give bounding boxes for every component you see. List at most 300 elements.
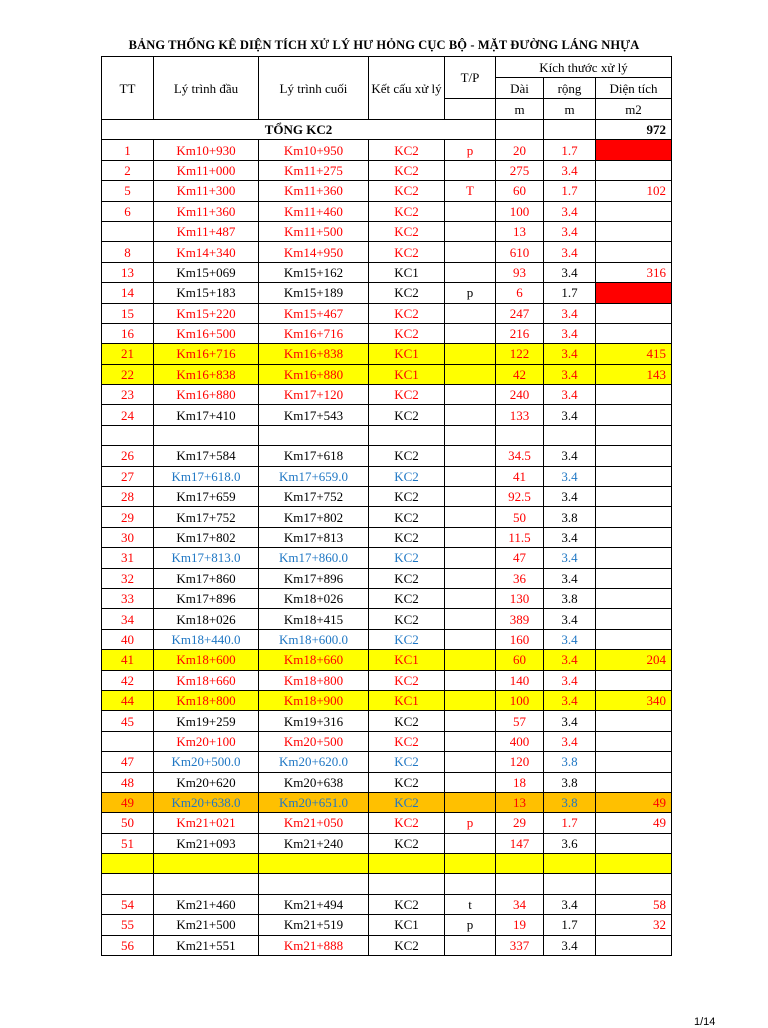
cell-length: 36: [496, 568, 544, 588]
table-row: [102, 527, 672, 547]
cell-end: Km16+716: [259, 323, 369, 343]
cell-structure: KC2: [369, 466, 445, 486]
cell-tp: [445, 303, 496, 323]
cell-tt: 49: [102, 792, 154, 812]
cell-tp: p: [445, 813, 496, 833]
cell-area: [596, 507, 672, 527]
cell-tt: 27: [102, 466, 154, 486]
cell-area: [596, 303, 672, 323]
cell-start: [154, 425, 259, 445]
cell-length: 389: [496, 609, 544, 629]
header-structure: [369, 57, 445, 120]
table-row: [102, 833, 672, 853]
cell-width: 3.4: [544, 935, 596, 955]
cell-length: 610: [496, 242, 544, 262]
cell-structure: KC1: [369, 650, 445, 670]
cell-width: 3.4: [544, 650, 596, 670]
cell-end: Km17+813: [259, 527, 369, 547]
table-row: [102, 813, 672, 833]
cell-tp: [445, 690, 496, 710]
cell-tp: T: [445, 181, 496, 201]
cell-start: Km17+802: [154, 527, 259, 547]
cell-tp: [445, 629, 496, 649]
cell-structure: KC1: [369, 690, 445, 710]
cell-start: Km18+440.0: [154, 629, 259, 649]
cell-end: Km20+651.0: [259, 792, 369, 812]
cell-end: [259, 874, 369, 894]
cell-start: Km17+618.0: [154, 466, 259, 486]
cell-start: Km20+500.0: [154, 752, 259, 772]
cell-tp: p: [445, 140, 496, 160]
cell-width: 3.4: [544, 303, 596, 323]
cell-end: Km21+888: [259, 935, 369, 955]
cell-tp: [445, 792, 496, 812]
cell-width: 1.7: [544, 181, 596, 201]
header-unit-width: m: [544, 99, 596, 120]
cell-start: Km17+752: [154, 507, 259, 527]
cell-structure: KC2: [369, 283, 445, 303]
cell-length: 120: [496, 752, 544, 772]
cell-area: [596, 874, 672, 894]
cell-width: [544, 854, 596, 874]
cell-tp: [445, 364, 496, 384]
cell-width: 3.4: [544, 487, 596, 507]
cell-tt: 1: [102, 140, 154, 160]
cell-start: Km18+660: [154, 670, 259, 690]
cell-tt: 21: [102, 344, 154, 364]
cell-structure: [369, 425, 445, 445]
cell-width: 3.4: [544, 527, 596, 547]
cell-structure: KC2: [369, 181, 445, 201]
cell-tt: [102, 731, 154, 751]
cell-tt: 23: [102, 385, 154, 405]
cell-width: 1.7: [544, 283, 596, 303]
cell-end: [259, 854, 369, 874]
cell-start: Km17+813.0: [154, 548, 259, 568]
table-row: [102, 466, 672, 486]
cell-end: Km11+460: [259, 201, 369, 221]
cell-tp: p: [445, 915, 496, 935]
cell-area: [596, 752, 672, 772]
cell-tp: [445, 935, 496, 955]
table-row: [102, 242, 672, 262]
cell-structure: KC2: [369, 813, 445, 833]
table-row: [102, 690, 672, 710]
cell-tt: 16: [102, 323, 154, 343]
cell-end: Km17+120: [259, 385, 369, 405]
cell-tt: 8: [102, 242, 154, 262]
cell-length: 60: [496, 650, 544, 670]
cell-length: [496, 425, 544, 445]
cell-area: [596, 629, 672, 649]
cell-tp: [445, 242, 496, 262]
cell-start: Km17+659: [154, 487, 259, 507]
cell-end: Km15+467: [259, 303, 369, 323]
cell-tt: [102, 221, 154, 241]
cell-tt: 45: [102, 711, 154, 731]
cell-length: 41: [496, 466, 544, 486]
cell-structure: KC2: [369, 629, 445, 649]
cell-end: [259, 425, 369, 445]
cell-tt: [102, 425, 154, 445]
table-row: [102, 670, 672, 690]
cell-tt: 22: [102, 364, 154, 384]
table-row: [102, 283, 672, 303]
cell-width: 3.4: [544, 242, 596, 262]
cell-tp: [445, 262, 496, 282]
cell-tt: 50: [102, 813, 154, 833]
cell-area: 102: [596, 181, 672, 201]
total-label: TỔNG KC2: [102, 120, 496, 140]
cell-length: 50: [496, 507, 544, 527]
cell-end: Km16+838: [259, 344, 369, 364]
cell-tt: 47: [102, 752, 154, 772]
table-row: [102, 323, 672, 343]
cell-end: Km18+415: [259, 609, 369, 629]
cell-structure: [369, 854, 445, 874]
cell-width: 3.4: [544, 344, 596, 364]
table-row: [102, 221, 672, 241]
table-row: [102, 262, 672, 282]
cell-end: Km17+860.0: [259, 548, 369, 568]
cell-area: [596, 772, 672, 792]
header-row-1: [102, 57, 672, 78]
cell-start: Km21+551: [154, 935, 259, 955]
cell-start: Km21+021: [154, 813, 259, 833]
table-row: [102, 854, 672, 874]
cell-start: Km21+460: [154, 894, 259, 914]
cell-start: Km20+100: [154, 731, 259, 751]
table-row: [102, 181, 672, 201]
cell-end: Km18+900: [259, 690, 369, 710]
cell-start: Km16+838: [154, 364, 259, 384]
cell-structure: KC2: [369, 792, 445, 812]
cell-area: 340: [596, 690, 672, 710]
cell-structure: KC2: [369, 670, 445, 690]
cell-structure: KC2: [369, 568, 445, 588]
cell-tp: p: [445, 283, 496, 303]
cell-width: 1.7: [544, 813, 596, 833]
cell-end: Km14+950: [259, 242, 369, 262]
cell-area: [596, 568, 672, 588]
cell-area: 49: [596, 813, 672, 833]
header-area: Diện tích: [596, 78, 672, 99]
table-row: [102, 364, 672, 384]
table-row: [102, 915, 672, 935]
cell-structure: KC2: [369, 894, 445, 914]
cell-end: Km17+896: [259, 568, 369, 588]
table-row: [102, 160, 672, 180]
cell-structure: KC2: [369, 527, 445, 547]
cell-tp: [445, 650, 496, 670]
cell-width: 3.4: [544, 364, 596, 384]
cell-area: [596, 670, 672, 690]
cell-tt: 2: [102, 160, 154, 180]
cell-tt: 33: [102, 588, 154, 608]
damage-statistics-table: [101, 56, 672, 956]
cell-tt: 14: [102, 283, 154, 303]
cell-width: 3.4: [544, 405, 596, 425]
cell-tt: 26: [102, 446, 154, 466]
cell-start: Km11+300: [154, 181, 259, 201]
cell-tt: 6: [102, 201, 154, 221]
header-tp: T/P: [445, 57, 496, 99]
cell-width: 3.4: [544, 323, 596, 343]
cell-area: [596, 283, 672, 303]
cell-width: 3.4: [544, 629, 596, 649]
cell-start: [154, 874, 259, 894]
cell-width: 3.4: [544, 446, 596, 466]
cell-length: 34: [496, 894, 544, 914]
header-unit-area: m2: [596, 99, 672, 120]
cell-tp: [445, 221, 496, 241]
cell-tp: [445, 527, 496, 547]
cell-start: Km15+069: [154, 262, 259, 282]
cell-length: 100: [496, 201, 544, 221]
cell-tt: 54: [102, 894, 154, 914]
cell-length: [496, 874, 544, 894]
header-length: Dài: [496, 78, 544, 99]
cell-structure: KC1: [369, 364, 445, 384]
cell-tp: [445, 446, 496, 466]
cell-width: 3.8: [544, 588, 596, 608]
cell-tt: 29: [102, 507, 154, 527]
header-start: Lý trình đầu: [154, 57, 259, 120]
cell-width: 3.4: [544, 221, 596, 241]
cell-width: 3.4: [544, 711, 596, 731]
cell-length: 11.5: [496, 527, 544, 547]
cell-width: 3.4: [544, 670, 596, 690]
cell-structure: KC2: [369, 588, 445, 608]
table-row: [102, 385, 672, 405]
cell-start: Km16+880: [154, 385, 259, 405]
cell-tt: 41: [102, 650, 154, 670]
cell-start: Km20+620: [154, 772, 259, 792]
cell-structure: KC2: [369, 752, 445, 772]
cell-end: Km18+660: [259, 650, 369, 670]
total-empty-1: [496, 120, 544, 140]
table-row: [102, 629, 672, 649]
cell-start: Km11+000: [154, 160, 259, 180]
cell-length: 275: [496, 160, 544, 180]
cell-length: 216: [496, 323, 544, 343]
cell-tp: [445, 833, 496, 853]
cell-end: Km17+802: [259, 507, 369, 527]
cell-width: 3.4: [544, 894, 596, 914]
cell-structure: KC2: [369, 221, 445, 241]
cell-area: [596, 405, 672, 425]
cell-start: Km20+638.0: [154, 792, 259, 812]
table-row: [102, 874, 672, 894]
cell-end: Km19+316: [259, 711, 369, 731]
cell-length: 60: [496, 181, 544, 201]
cell-tt: 15: [102, 303, 154, 323]
cell-width: 3.4: [544, 548, 596, 568]
cell-width: [544, 425, 596, 445]
cell-start: Km15+183: [154, 283, 259, 303]
cell-area: 204: [596, 650, 672, 670]
cell-tt: 55: [102, 915, 154, 935]
cell-end: Km21+240: [259, 833, 369, 853]
cell-width: 1.7: [544, 140, 596, 160]
cell-start: Km18+026: [154, 609, 259, 629]
cell-area: 58: [596, 894, 672, 914]
total-value: 972: [596, 120, 672, 140]
cell-structure: KC2: [369, 487, 445, 507]
cell-length: 19: [496, 915, 544, 935]
cell-end: Km15+189: [259, 283, 369, 303]
cell-start: Km15+220: [154, 303, 259, 323]
cell-tp: [445, 405, 496, 425]
cell-tt: 13: [102, 262, 154, 282]
cell-end: Km20+620.0: [259, 752, 369, 772]
table-row: [102, 772, 672, 792]
cell-area: [596, 935, 672, 955]
cell-width: 1.7: [544, 915, 596, 935]
cell-area: 32: [596, 915, 672, 935]
cell-start: Km21+500: [154, 915, 259, 935]
cell-length: 29: [496, 813, 544, 833]
cell-end: Km11+275: [259, 160, 369, 180]
table-row: [102, 588, 672, 608]
cell-tp: [445, 731, 496, 751]
header-width: rộng: [544, 78, 596, 99]
header-unit-length: m: [496, 99, 544, 120]
table-row: [102, 894, 672, 914]
cell-width: 3.4: [544, 201, 596, 221]
cell-tp: [445, 588, 496, 608]
cell-structure: KC2: [369, 323, 445, 343]
cell-length: 133: [496, 405, 544, 425]
cell-start: Km16+716: [154, 344, 259, 364]
cell-structure: KC2: [369, 446, 445, 466]
table-row: [102, 792, 672, 812]
cell-area: [596, 425, 672, 445]
cell-tp: [445, 385, 496, 405]
cell-tt: 24: [102, 405, 154, 425]
cell-start: Km16+500: [154, 323, 259, 343]
cell-tt: 32: [102, 568, 154, 588]
cell-tp: [445, 425, 496, 445]
cell-tt: [102, 874, 154, 894]
cell-length: 147: [496, 833, 544, 853]
cell-end: Km21+519: [259, 915, 369, 935]
cell-length: 130: [496, 588, 544, 608]
cell-structure: [369, 874, 445, 894]
cell-length: 13: [496, 221, 544, 241]
cell-width: 3.8: [544, 507, 596, 527]
cell-structure: KC2: [369, 201, 445, 221]
cell-end: Km21+050: [259, 813, 369, 833]
cell-length: 122: [496, 344, 544, 364]
table-row: [102, 303, 672, 323]
cell-structure: KC2: [369, 385, 445, 405]
cell-structure: KC2: [369, 160, 445, 180]
cell-tp: t: [445, 894, 496, 914]
cell-length: 20: [496, 140, 544, 160]
cell-tp: [445, 772, 496, 792]
cell-tt: 31: [102, 548, 154, 568]
cell-area: [596, 385, 672, 405]
cell-area: [596, 221, 672, 241]
cell-tp: [445, 160, 496, 180]
cell-structure: KC2: [369, 935, 445, 955]
cell-tt: 44: [102, 690, 154, 710]
cell-end: Km17+618: [259, 446, 369, 466]
cell-end: Km15+162: [259, 262, 369, 282]
cell-tp: [445, 466, 496, 486]
cell-area: [596, 588, 672, 608]
cell-length: 337: [496, 935, 544, 955]
cell-start: Km17+896: [154, 588, 259, 608]
cell-end: Km17+752: [259, 487, 369, 507]
table-row: [102, 446, 672, 466]
cell-area: [596, 854, 672, 874]
cell-width: 3.4: [544, 609, 596, 629]
cell-length: 400: [496, 731, 544, 751]
cell-structure: KC2: [369, 731, 445, 751]
cell-width: 3.4: [544, 385, 596, 405]
page-number: 1/14: [694, 1016, 716, 1028]
cell-width: 3.4: [544, 262, 596, 282]
cell-width: 3.8: [544, 772, 596, 792]
cell-end: Km18+800: [259, 670, 369, 690]
table-row: [102, 425, 672, 445]
cell-tp: [445, 752, 496, 772]
cell-structure: KC2: [369, 772, 445, 792]
table-row: [102, 650, 672, 670]
cell-tt: 42: [102, 670, 154, 690]
cell-length: 92.5: [496, 487, 544, 507]
cell-start: Km18+800: [154, 690, 259, 710]
cell-area: [596, 487, 672, 507]
header-tp-unit: [445, 99, 496, 120]
cell-structure: KC2: [369, 303, 445, 323]
cell-tt: 40: [102, 629, 154, 649]
header-dims: Kích thước xử lý: [496, 57, 672, 78]
cell-end: Km16+880: [259, 364, 369, 384]
cell-width: 3.4: [544, 466, 596, 486]
cell-tp: [445, 609, 496, 629]
cell-area: [596, 731, 672, 751]
cell-width: 3.6: [544, 833, 596, 853]
table-row: [102, 405, 672, 425]
cell-area: [596, 201, 672, 221]
cell-tp: [445, 507, 496, 527]
header-end: Lý trình cuối: [259, 57, 369, 120]
cell-width: [544, 874, 596, 894]
cell-end: Km20+500: [259, 731, 369, 751]
cell-tt: 5: [102, 181, 154, 201]
cell-structure: KC2: [369, 242, 445, 262]
table-row: [102, 487, 672, 507]
cell-area: [596, 466, 672, 486]
cell-structure: KC2: [369, 507, 445, 527]
cell-start: Km21+093: [154, 833, 259, 853]
cell-area: [596, 446, 672, 466]
cell-end: Km17+543: [259, 405, 369, 425]
cell-end: Km11+360: [259, 181, 369, 201]
cell-structure: KC2: [369, 609, 445, 629]
table-row: [102, 344, 672, 364]
cell-structure: KC1: [369, 344, 445, 364]
cell-area: [596, 833, 672, 853]
cell-length: 34.5: [496, 446, 544, 466]
cell-area: [596, 527, 672, 547]
cell-tp: [445, 344, 496, 364]
table-row: [102, 548, 672, 568]
cell-length: 47: [496, 548, 544, 568]
